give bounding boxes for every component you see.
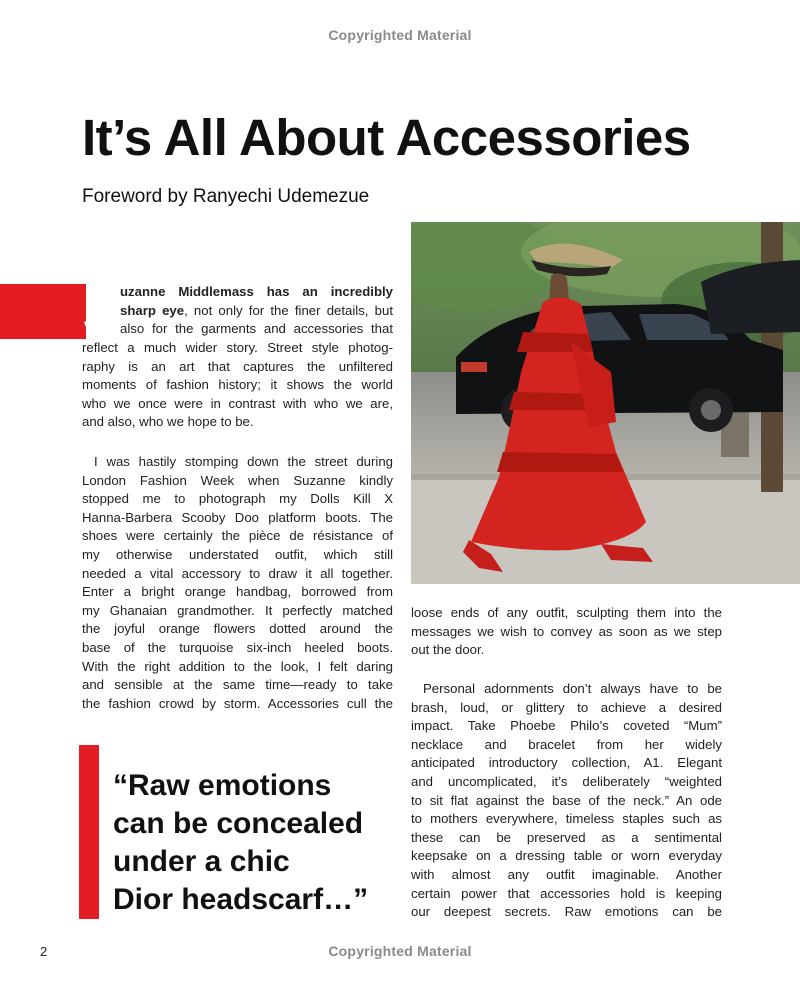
dropcap-red-bar [0,284,86,339]
paragraph-line: With the right addition to the look, I felt daring [82,658,393,674]
paragraph-line: Enter a bright orange handbag, borrowed from [82,584,393,600]
page-number: 2 [40,944,48,959]
paragraph-line: the joyful orange flowers dotted around the [82,621,393,637]
paragraph-line: also for the garments and accessories that [120,321,393,337]
paragraph-line: my otherwise understated outfit, which still [82,546,393,562]
drop-cap: S [82,273,128,349]
right-column-paragraph-2 [411,680,722,922]
paragraph-line: messages we wish to convey as soon as we step [411,623,722,639]
paragraph-line: raphy is an art that captures the unfiltered [82,358,393,374]
paragraph-line: moments of fashion history; it shows the world [82,377,393,393]
paragraph-line: impact. Take Phoebe Philo’s coveted “Mum” [411,718,722,734]
paragraph-line: shoes were certainly the pièce de résistance of [82,528,393,544]
pull-quote-line: can be concealed [113,807,364,840]
paragraph-line: who we once were in contrast with who we are, [82,395,393,411]
paragraph-line: to sit flat against the base of the neck.” An ode [411,792,722,808]
paragraph-line: out the door. [411,642,485,658]
paragraph-line: anticipated introductory collection, A1. Elegant [411,755,722,771]
paragraph-line: Hanna-Barbera Scooby Doo platform boots. The [82,509,393,525]
paragraph-line: loose ends of any outfit, sculpting them into the [411,605,722,620]
paragraph-line: certain power that accessories hold is keeping [411,885,722,901]
pull-quote-line: “Raw emotions [113,769,332,802]
paragraph-1-first-lines [120,283,393,339]
paragraph-line: London Fashion Week when Suzanne kindly [82,472,393,488]
copyright-watermark-bottom: Copyrighted Material [328,943,472,959]
paragraph-line: stopped me to photograph my Dolls Kill X [82,491,393,507]
paragraph-2 [82,453,393,713]
paragraph-line: and sensible at the same time—ready to take [82,677,393,693]
paragraph-line: the fashion crowd by storm. Accessories cull the [82,695,393,711]
paragraph-line: our deepest secrets. Raw emotions can be [411,904,722,920]
paragraph-line: and uncomplicated, it’s deliberately “weighted [411,773,722,789]
paragraph-line: my Ghanaian grandmother. It perfectly matched [82,602,393,618]
paragraph-line: and also, who we hope to be. [82,414,254,430]
paragraph-line: reflect a much wider story. Street style photog- [82,340,393,355]
paragraph-line: I was hastily stomping down the street during [94,454,393,469]
paragraph-line: Personal adornments don’t always have to be [423,681,722,696]
pull-quote-line: under a chic [113,845,290,878]
article-subtitle: Foreword by Ranyechi Udemezue [82,186,370,207]
paragraph-line: keepsake on a dressing table or worn everyday [411,848,722,864]
paragraph-1 [82,339,393,432]
paragraph-line: base of the turquoise six-inch heeled boots. [82,639,393,655]
copyright-watermark-top: Copyrighted Material [328,27,472,43]
street-style-photo [411,222,800,584]
paragraph-line: brash, loud, or glittery to achieve a desired [411,699,722,715]
right-column-paragraph-1 [411,604,722,660]
pull-quote-bar [79,745,99,919]
article-title: It’s All About Accessories [82,109,691,166]
pull-quote [113,767,368,919]
paragraph-line: sharp eye, not only for the finer details, but [120,302,393,318]
paragraph-line: needed a vital accessory to draw it all together. [82,565,393,581]
paragraph-line: to mothers everywhere, timeless staples such as [411,811,722,827]
street-style-photo-illustration [411,222,800,584]
paragraph-line: with almost any outfit imaginable. Another [411,866,722,882]
paragraph-line: these can be preserved as a sentimental [411,829,722,845]
pull-quote-line: Dior headscarf…” [113,883,369,916]
paragraph-line: necklace and bracelet from her widely [411,736,722,752]
paragraph-line: uzanne Middlemass has an incredibly [120,284,393,299]
